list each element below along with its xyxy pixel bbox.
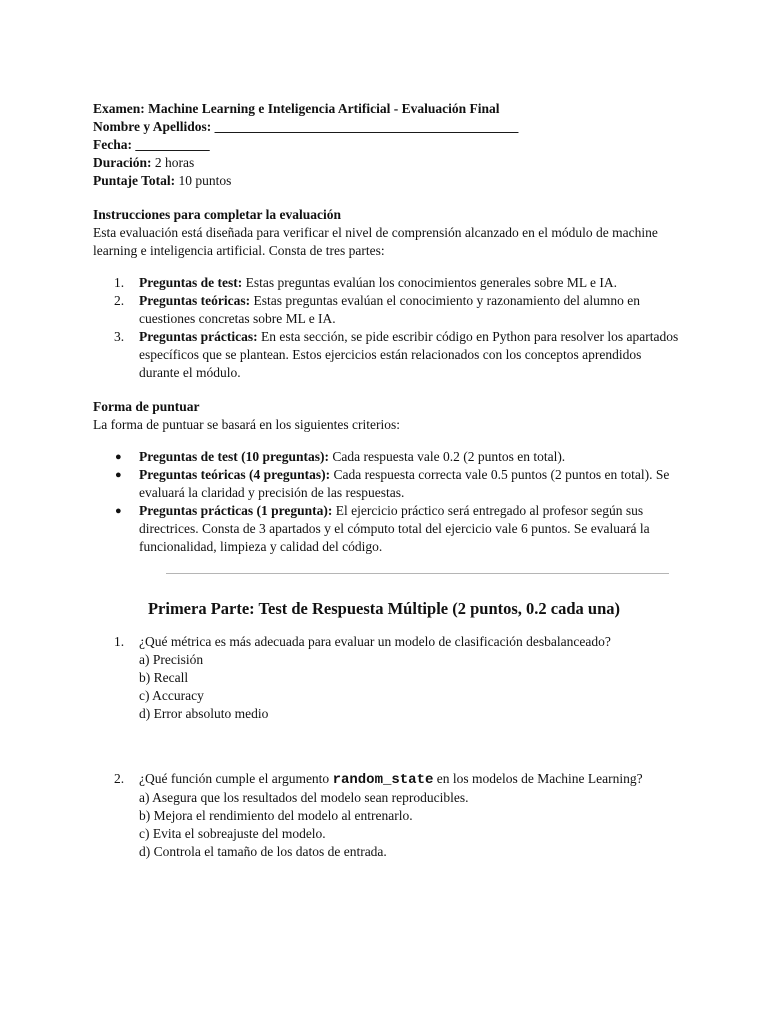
part-one-title: Primera Parte: Test de Respuesta Múltiple (2 puntos, 0.2 cada una) <box>147 599 621 618</box>
code-random-state: random_state <box>332 772 434 788</box>
instructions-item: 3. Preguntas prácticas: En esta sección, se pide escribir código en Python para resolver los apartados específicos que se plantean. Estos ejercicios están relacionados con los conceptos aprendidos durante el módulo. <box>114 329 679 380</box>
scoring-intro: La forma de puntuar se basará en los siguientes criterios: <box>93 417 401 432</box>
total-line <box>93 172 683 190</box>
name-blank: _____________________________________________ <box>214 119 519 134</box>
instructions-item: 1. Preguntas de test: Estas preguntas evalúan los conocimientos generales sobre ML e IA. <box>114 275 617 290</box>
scoring-item: ● Preguntas teóricas (4 preguntas): Cada respuesta correcta vale 0.5 puntos (2 puntos en total). Se evaluará la claridad y precisión de las respuestas. <box>115 467 670 500</box>
question-2-option-b: b) Mejora el rendimiento del modelo al entrenarlo. <box>139 808 413 823</box>
question-2-text: 2. ¿Qué función cumple el argumento random_state en los modelos de Machine Learning? <box>114 771 643 788</box>
instructions-intro: Esta evaluación está diseñada para verificar el nivel de comprensión alcanzado en el módulo de machine learning e inteligencia artificial. Consta de tres partes: <box>93 225 658 258</box>
total-value: 10 puntos <box>178 173 232 188</box>
question-2-option-a: a) Asegura que los resultados del modelo sean reproducibles. <box>139 790 469 805</box>
exam-title-line <box>93 100 683 118</box>
name-label: Nombre y Apellidos: <box>93 119 212 134</box>
scoring-list <box>93 448 683 556</box>
question-1-text: 1. ¿Qué métrica es más adecuada para evaluar un modelo de clasificación desbalanceado? <box>114 634 611 649</box>
date-line <box>93 136 683 154</box>
duration-value: 2 horas <box>154 155 195 170</box>
question-1-option-c: c) Accuracy <box>139 688 204 703</box>
section-divider <box>166 573 669 574</box>
date-blank: ___________ <box>135 137 210 152</box>
instructions-heading: Instrucciones para completar la evaluación <box>93 207 341 222</box>
exam-header-and-instructions <box>93 100 683 556</box>
exam-title: Machine Learning e Inteligencia Artificial - Evaluación Final <box>148 101 500 116</box>
question-1-option-a: a) Precisión <box>139 652 204 667</box>
question-1-option-d: d) Error absoluto medio <box>139 706 269 721</box>
scoring-item: ● Preguntas prácticas (1 pregunta): El ejercicio práctico será entregado al profesor según sus directrices. Consta de 3 apartados y el cómputo total del ejercicio vale 6 puntos. Se evaluará la funcionalidad, limpieza y calidad del código. <box>115 503 650 554</box>
question-1 <box>93 633 683 723</box>
instructions-list <box>93 274 683 382</box>
name-line <box>93 118 683 136</box>
question-1-option-b: b) Recall <box>139 670 189 685</box>
question-2-option-d: d) Controla el tamaño de los datos de entrada. <box>139 844 387 859</box>
exam-label: Examen: <box>93 101 145 116</box>
duration-label: Duración: <box>93 155 152 170</box>
instructions-item: 2. Preguntas teóricas: Estas preguntas evalúan el conocimiento y razonamiento del alumno en cuestiones concretas sobre ML e IA. <box>114 293 640 326</box>
scoring-heading: Forma de puntuar <box>93 399 200 414</box>
date-label: Fecha: <box>93 137 132 152</box>
scoring-item: ● Preguntas de test (10 preguntas): Cada respuesta vale 0.2 (2 puntos en total). <box>115 449 566 464</box>
question-2 <box>93 770 683 861</box>
question-2-option-c: c) Evita el sobreajuste del modelo. <box>139 826 326 841</box>
total-label: Puntaje Total: <box>93 173 176 188</box>
duration-line <box>93 154 683 172</box>
